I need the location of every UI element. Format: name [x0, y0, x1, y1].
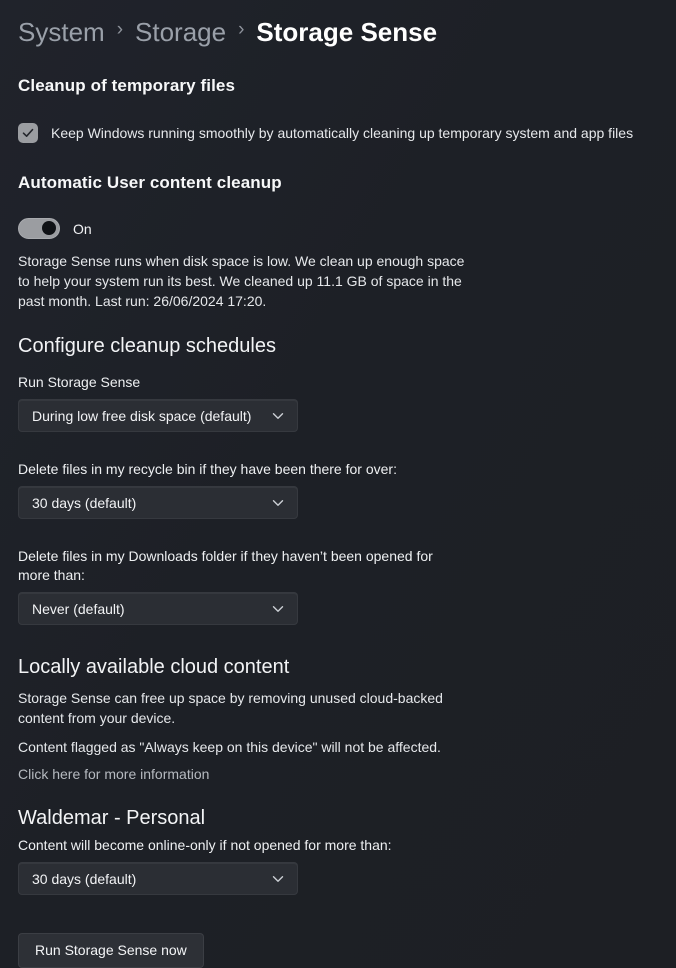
storage-sense-toggle[interactable] — [18, 218, 60, 239]
chevron-down-icon — [272, 412, 284, 420]
downloads-folder-select[interactable] — [18, 592, 298, 625]
run-storage-sense-now-button[interactable]: Run Storage Sense now — [18, 933, 204, 968]
downloads-folder-selected-value: Never (default) — [32, 600, 125, 617]
section-heading-temporary-files: Cleanup of temporary files — [18, 76, 236, 95]
storage-sense-toggle-row — [18, 218, 660, 239]
section-heading-configure-cleanup-schedules: Configure cleanup schedules — [18, 335, 276, 357]
temp-files-checkbox[interactable] — [18, 123, 38, 143]
run-storage-sense-selected-value: During low free disk space (default) — [32, 407, 252, 424]
page-title: Storage Sense — [256, 16, 438, 47]
online-only-label: Content will become online-only if not opened for more than: — [18, 837, 392, 853]
chevron-right-icon: › — [116, 19, 124, 40]
downloads-folder-label: Delete files in my Downloads folder if they haven’t been opened for more than: — [18, 548, 433, 583]
run-storage-sense-select[interactable] — [18, 399, 298, 432]
chevron-down-icon — [272, 875, 284, 883]
toggle-knob — [42, 221, 56, 235]
storage-sense-description: Storage Sense runs when disk space is low. We clean up enough space to help your system run its best. We cleaned up 11.1 GB of space in the past month. Last run: 26/06/2024 17:20. — [18, 253, 465, 309]
temp-files-checkbox-row[interactable] — [18, 123, 660, 143]
section-heading-locally-available-cloud-content: Locally available cloud content — [18, 656, 290, 678]
breadcrumb-item-system[interactable]: System — [18, 16, 105, 47]
chevron-down-icon — [272, 605, 284, 613]
online-only-selected-value: 30 days (default) — [32, 870, 137, 887]
breadcrumb — [18, 16, 660, 48]
recycle-bin-selected-value: 30 days (default) — [32, 494, 137, 511]
recycle-bin-label: Delete files in my recycle bin if they have been there for over: — [18, 461, 397, 477]
chevron-right-icon: › — [238, 19, 245, 40]
temp-files-checkbox-label: Keep Windows running smoothly by automatically cleaning up temporary system and app files — [51, 125, 634, 141]
check-icon — [22, 128, 34, 138]
online-only-select[interactable] — [18, 862, 298, 895]
section-heading-automatic-user-content-cleanup: Automatic User content cleanup — [18, 173, 282, 192]
toggle-state-label: On — [73, 220, 92, 237]
section-heading-account-waldemar-personal: Waldemar - Personal — [18, 807, 206, 829]
breadcrumb-item-storage[interactable]: Storage — [135, 16, 227, 47]
cloud-content-description: Storage Sense can free up space by removing unused cloud-backed content from your device. — [18, 690, 443, 726]
chevron-down-icon — [272, 499, 284, 507]
recycle-bin-select[interactable] — [18, 486, 298, 519]
cloud-content-note: Content flagged as "Always keep on this device" will not be affected. — [18, 739, 441, 755]
run-storage-sense-label: Run Storage Sense — [18, 374, 141, 390]
more-information-link[interactable]: Click here for more information — [18, 766, 210, 782]
